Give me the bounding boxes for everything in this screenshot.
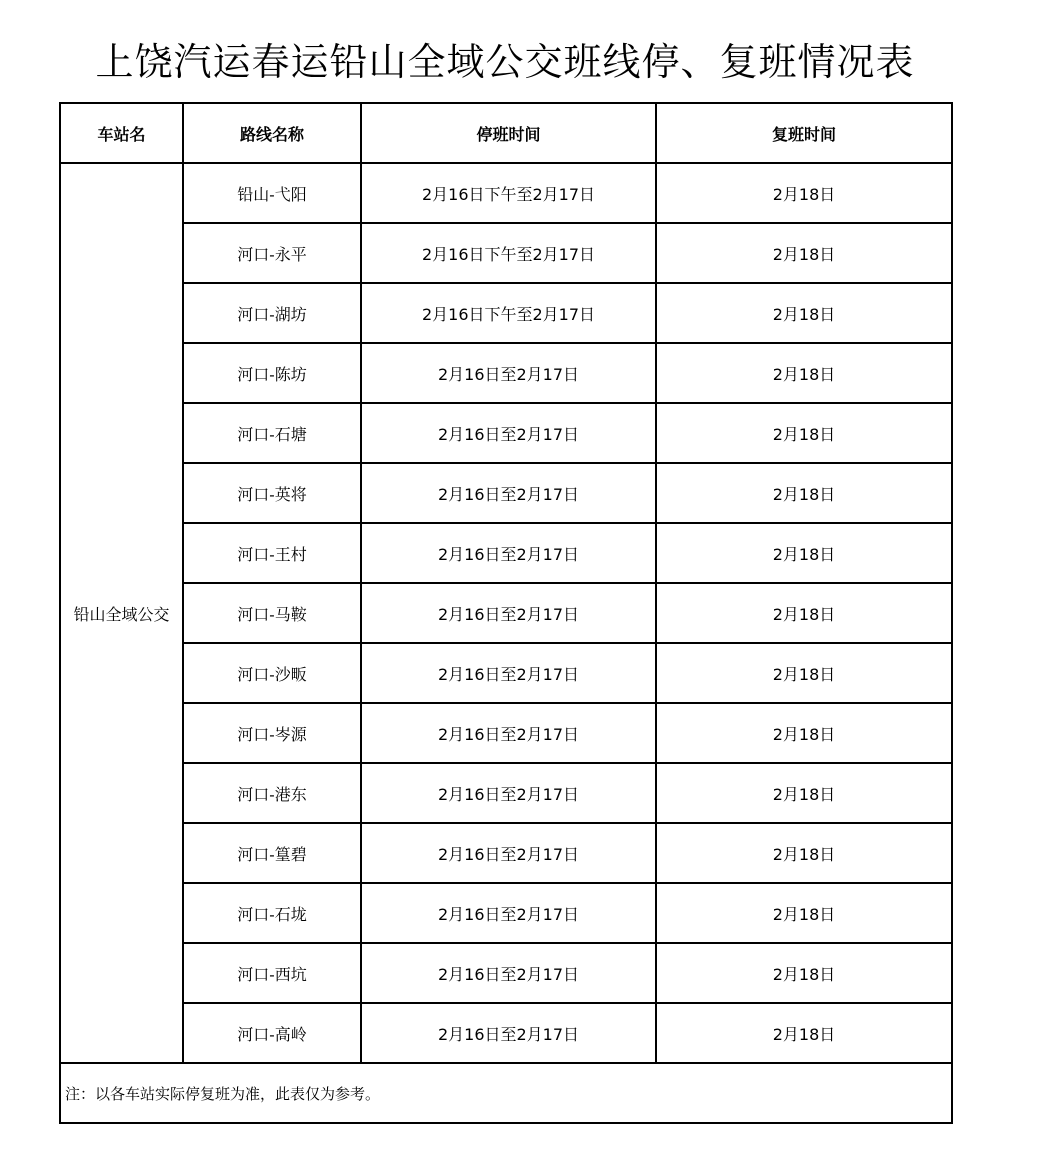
table-row (60, 703, 952, 763)
table-note: 注：以各车站实际停复班为准，此表仅为参考。 (60, 1063, 952, 1123)
resume-time-cell: 2月18日 (656, 403, 952, 463)
table-row (60, 283, 952, 343)
route-name-cell: 河口-永平 (183, 223, 361, 283)
route-name-cell: 河口-马鞍 (183, 583, 361, 643)
table-row (60, 943, 952, 1003)
resume-time-cell: 2月18日 (656, 223, 952, 283)
route-name-cell: 河口-西坑 (183, 943, 361, 1003)
table-row (60, 823, 952, 883)
route-name-cell: 河口-石塘 (183, 403, 361, 463)
route-name-cell: 河口-陈坊 (183, 343, 361, 403)
stop-time-cell: 2月16日至2月17日 (361, 823, 656, 883)
route-name-cell: 铅山-弋阳 (183, 163, 361, 223)
route-name-cell: 河口-英将 (183, 463, 361, 523)
header-station: 车站名 (60, 103, 183, 163)
table-row (60, 523, 952, 583)
resume-time-cell: 2月18日 (656, 1003, 952, 1063)
resume-time-cell: 2月18日 (656, 283, 952, 343)
stop-time-cell: 2月16日至2月17日 (361, 883, 656, 943)
route-name-cell: 河口-沙畈 (183, 643, 361, 703)
route-name-cell: 河口-高岭 (183, 1003, 361, 1063)
table-row (60, 883, 952, 943)
resume-time-cell: 2月18日 (656, 943, 952, 1003)
route-name-cell: 河口-港东 (183, 763, 361, 823)
table-row (60, 763, 952, 823)
header-route: 路线名称 (183, 103, 361, 163)
resume-time-cell: 2月18日 (656, 163, 952, 223)
header-resume-time: 复班时间 (656, 103, 952, 163)
stop-time-cell: 2月16日至2月17日 (361, 703, 656, 763)
stop-time-cell: 2月16日下午至2月17日 (361, 223, 656, 283)
table-row (60, 583, 952, 643)
stop-time-cell: 2月16日下午至2月17日 (361, 163, 656, 223)
stop-time-cell: 2月16日至2月17日 (361, 403, 656, 463)
stop-time-cell: 2月16日至2月17日 (361, 463, 656, 523)
resume-time-cell: 2月18日 (656, 463, 952, 523)
route-name-cell: 河口-湖坊 (183, 283, 361, 343)
stop-time-cell: 2月16日至2月17日 (361, 343, 656, 403)
route-name-cell: 河口-石垅 (183, 883, 361, 943)
stop-time-cell: 2月16日至2月17日 (361, 523, 656, 583)
table-row (60, 163, 952, 223)
station-name-cell: 铅山全域公交 (60, 163, 183, 1063)
table-header-row (60, 103, 952, 163)
resume-time-cell: 2月18日 (656, 523, 952, 583)
resume-time-cell: 2月18日 (656, 823, 952, 883)
resume-time-cell: 2月18日 (656, 703, 952, 763)
schedule-table (59, 102, 953, 1124)
page-title: 上饶汽运春运铅山全域公交班线停、复班情况表 (95, 40, 915, 84)
table-row (60, 1003, 952, 1063)
stop-time-cell: 2月16日至2月17日 (361, 643, 656, 703)
resume-time-cell: 2月18日 (656, 343, 952, 403)
route-name-cell: 河口-岑源 (183, 703, 361, 763)
stop-time-cell: 2月16日至2月17日 (361, 583, 656, 643)
resume-time-cell: 2月18日 (656, 583, 952, 643)
table-row (60, 463, 952, 523)
table-row (60, 643, 952, 703)
table-row (60, 223, 952, 283)
table-body (60, 163, 952, 1063)
table-row (60, 403, 952, 463)
resume-time-cell: 2月18日 (656, 883, 952, 943)
table-row (60, 343, 952, 403)
stop-time-cell: 2月16日至2月17日 (361, 943, 656, 1003)
stop-time-cell: 2月16日至2月17日 (361, 1003, 656, 1063)
stop-time-cell: 2月16日至2月17日 (361, 763, 656, 823)
resume-time-cell: 2月18日 (656, 643, 952, 703)
resume-time-cell: 2月18日 (656, 763, 952, 823)
route-name-cell: 河口-篁碧 (183, 823, 361, 883)
stop-time-cell: 2月16日下午至2月17日 (361, 283, 656, 343)
header-stop-time: 停班时间 (361, 103, 656, 163)
route-name-cell: 河口-王村 (183, 523, 361, 583)
note-row (60, 1063, 952, 1123)
